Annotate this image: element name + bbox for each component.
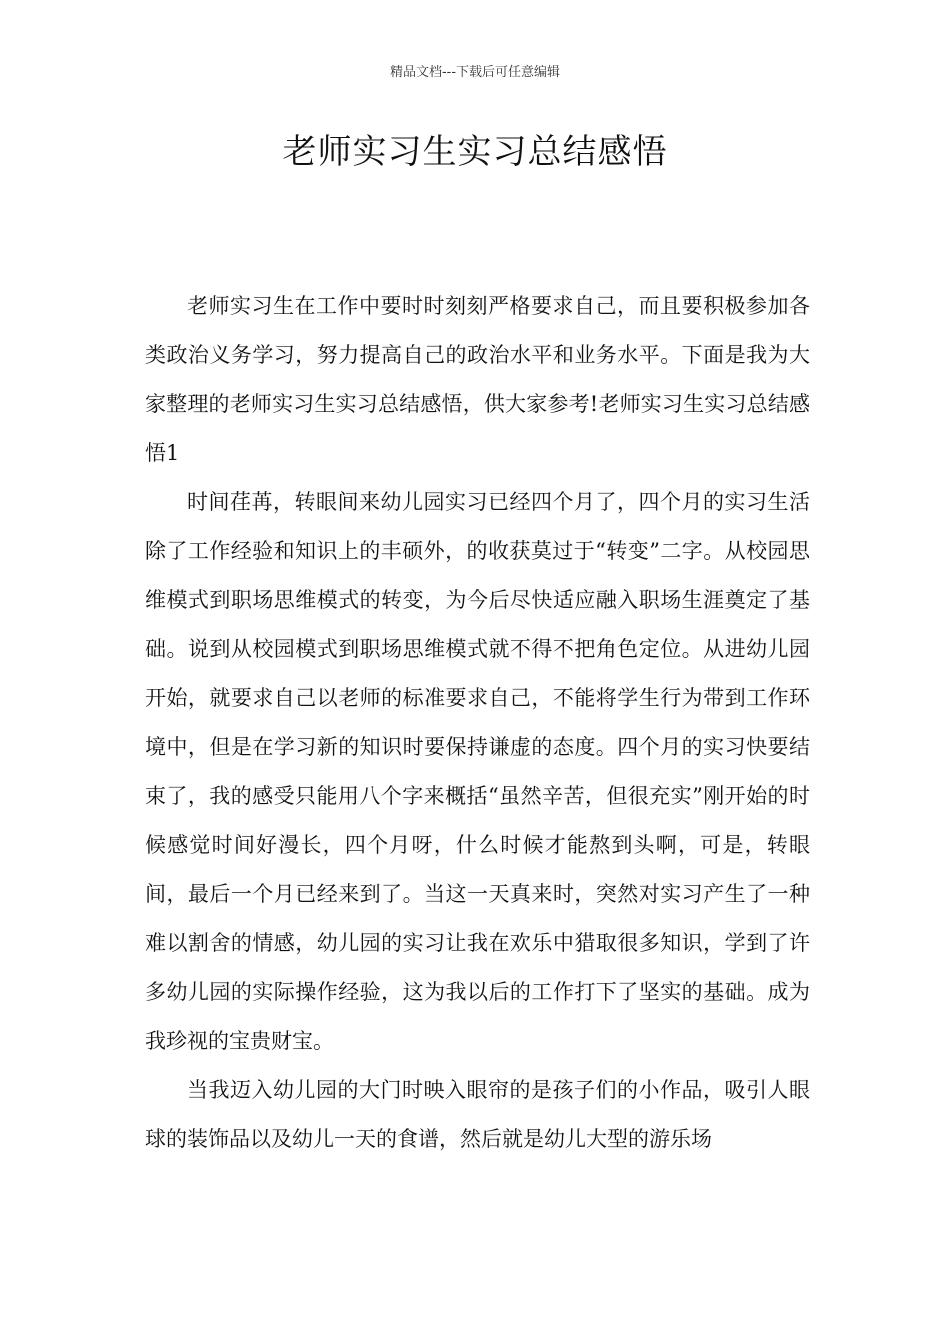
page-header-note: 精品文档---下载后可任意编辑 xyxy=(389,65,561,80)
paragraph-kindergarten-entrance: 当我迈入幼儿园的大门时映入眼帘的是孩子们的小作品，吸引人眼球的装饰品以及幼儿一天的食谱，然后就是幼儿大型的游乐场 xyxy=(145,1078,810,1151)
document-title: 老师实习生实习总结感悟 xyxy=(282,132,668,172)
paragraph-intro: 老师实习生在工作中要时时刻刻严格要求自己，而且要积极参加各类政治义务学习，努力提高自己的政治水平和业务水平。下面是我为大家整理的老师实习生实习总结感悟，供大家参考!老师实习生实习总结感悟1 xyxy=(145,294,810,465)
paragraph-internship-reflection: 时间荏苒，转眼间来幼儿园实习已经四个月了，四个月的实习生活除了工作经验和知识上的丰硕外，的收获莫过于“转变”二字。从校园思维模式到职场思维模式的转变，为今后尽快适应融入职场生涯奠定了基础。说到从校园模式到职场思维模式就不得不把角色定位。从进幼儿园开始，就要求自己以老师的标准要求自己，不能将学生行为带到工作环境中，但是在学习新的知识时要保持谦虚的态度。四个月的实习快要结束了，我的感受只能用八个字来概括“虽然辛苦，但很充实”刚开始的时候感觉时间好漫长，四个月呀，什么时候才能熬到头啊，可是，转眼间，最后一个月已经来到了。当这一天真来时，突然对实习产生了一种难以割舍的情感，幼儿园的实习让我在欢乐中猎取很多知识，学到了许多幼儿园的实际操作经验，这为我以后的工作打下了坚实的基础。成为我珍视的宝贵财宝。 xyxy=(145,490,810,1053)
document-body xyxy=(145,282,810,1164)
